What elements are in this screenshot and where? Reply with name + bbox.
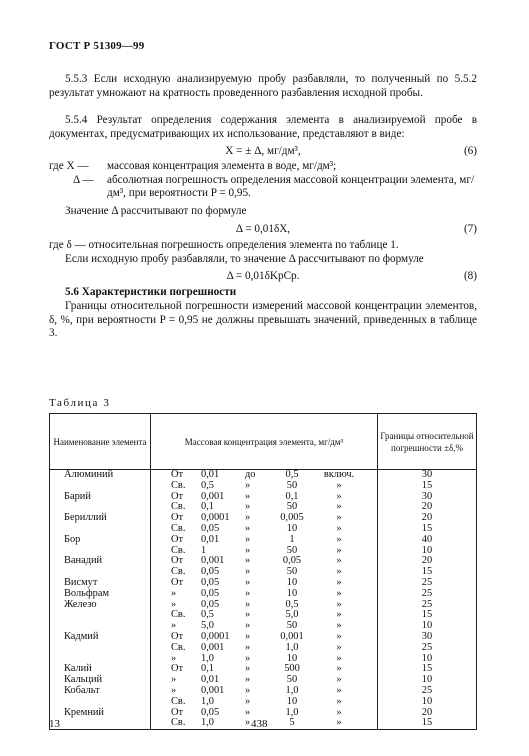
range-part-b: 0,05	[201, 522, 220, 534]
range-part-c: »	[245, 620, 251, 632]
equation-7	[49, 223, 477, 237]
range-part-c: »	[245, 555, 251, 567]
paragraph-5-5-3: 5.5.3 Если исходную анализируемую пробу разбавляли, то полученный по 5.5.2 результат умножают на кратность проведенного разбавления исходной пробы.	[49, 73, 477, 99]
range-part-e: »	[336, 641, 342, 653]
range-part-e: »	[336, 609, 342, 621]
range-part-d: 50	[286, 479, 298, 491]
range-part-d: 0,5	[285, 598, 299, 610]
error-bound-cell: 30	[378, 470, 477, 481]
table-row	[50, 556, 477, 567]
definition-term: Δ —	[73, 173, 94, 186]
range-part-e: »	[336, 479, 342, 491]
range-part-c: »	[245, 717, 251, 729]
range-part-a: Св.	[171, 566, 186, 578]
error-bound-cell: 25	[378, 589, 477, 600]
range-part-a: Св.	[171, 609, 186, 621]
element-name-cell: Железо	[50, 600, 151, 611]
error-bound-cell: 15	[378, 610, 477, 621]
range-part-e: »	[336, 566, 342, 578]
element-name-cell	[50, 718, 151, 729]
range-part-a: От	[171, 630, 184, 642]
range-part-c: »	[245, 674, 251, 686]
range-part-e: »	[336, 512, 342, 524]
range-part-d: 10	[286, 652, 298, 664]
column-header-concentration: Массовая концентрация элемента, мг/дм³	[151, 414, 378, 470]
column-header-element: Наименование элемента	[50, 414, 151, 470]
concentration-range-cell	[151, 524, 378, 535]
range-part-e: »	[336, 598, 342, 610]
concentration-range-cell	[151, 643, 378, 654]
range-part-b: 0,001	[201, 555, 225, 567]
range-part-b: 0,05	[201, 587, 220, 599]
range-part-d: 1	[289, 533, 295, 545]
element-name-cell	[50, 481, 151, 492]
paragraph-5-5-4: 5.5.4 Результат определения содержания элемента в анализируемой пробе в документах, предусматривающих их использование, представляют в виде:	[49, 114, 477, 140]
error-bound-cell: 25	[378, 686, 477, 697]
element-name-cell: Калий	[50, 664, 151, 675]
range-part-a: От	[171, 576, 184, 588]
table-row	[50, 578, 477, 589]
table-row	[50, 686, 477, 697]
range-part-c: »	[245, 533, 251, 545]
range-part-b: 0,0001	[201, 630, 230, 642]
table-3	[49, 413, 477, 730]
range-part-a: Св.	[171, 641, 186, 653]
paragraph-delta-formula: Значение Δ рассчитывают по формуле	[65, 205, 247, 217]
range-part-d: 10	[286, 522, 298, 534]
page-number-left: 13	[49, 718, 60, 730]
element-name-cell: Кремний	[50, 708, 151, 719]
range-part-c: »	[245, 598, 251, 610]
equation-8-number: (8)	[463, 270, 477, 282]
range-part-a: Св.	[171, 544, 186, 556]
error-bound-cell: 20	[378, 513, 477, 524]
range-part-d: 0,001	[280, 630, 304, 642]
range-part-a: »	[171, 652, 177, 664]
table-row	[50, 502, 477, 513]
range-part-c: »	[245, 512, 251, 524]
definition-text: абсолютная погрешность определения массовой концентрации элемента, мг/дм³, при вероятности P = 0,95.	[107, 173, 475, 199]
table-row	[50, 589, 477, 600]
range-part-e: »	[336, 620, 342, 632]
range-part-b: 0,05	[201, 598, 220, 610]
range-part-d: 10	[286, 695, 298, 707]
equation-6	[49, 145, 477, 159]
error-bound-cell: 10	[378, 675, 477, 686]
error-bound-cell: 25	[378, 578, 477, 589]
range-part-b: 0,01	[201, 469, 220, 480]
table-row	[50, 481, 477, 492]
range-part-a: Св.	[171, 501, 186, 513]
range-part-c: »	[245, 566, 251, 578]
range-part-b: 1,0	[201, 717, 214, 729]
range-part-a: Св.	[171, 479, 186, 491]
table-row	[50, 610, 477, 621]
concentration-range-cell	[151, 654, 378, 665]
table-row	[50, 524, 477, 535]
element-name-cell: Бор	[50, 535, 151, 546]
error-bound-cell: 30	[378, 492, 477, 503]
range-part-d: 50	[286, 566, 298, 578]
element-name-cell: Бериллий	[50, 513, 151, 524]
error-bound-cell: 15	[378, 718, 477, 729]
range-part-b: 0,5	[201, 479, 214, 491]
range-part-c: »	[245, 490, 251, 502]
range-part-d: 0,5	[285, 469, 299, 480]
range-part-a: От	[171, 469, 184, 480]
element-name-cell: Ванадий	[50, 556, 151, 567]
range-part-e: »	[336, 695, 342, 707]
range-part-a: От	[171, 706, 184, 718]
range-part-c: до	[245, 469, 256, 480]
range-part-d: 1,0	[285, 684, 299, 696]
range-part-c: »	[245, 522, 251, 534]
table-row	[50, 600, 477, 611]
column-header-error: Границы относительной погрешности ±δ,%	[378, 414, 477, 470]
error-bound-cell: 25	[378, 643, 477, 654]
element-name-cell: Барий	[50, 492, 151, 503]
range-part-c: »	[245, 641, 251, 653]
range-part-c: »	[245, 587, 251, 599]
range-part-c: »	[245, 630, 251, 642]
concentration-range-cell	[151, 578, 378, 589]
element-name-cell: Алюминий	[50, 470, 151, 481]
range-part-c: »	[245, 706, 251, 718]
range-part-b: 0,01	[201, 674, 220, 686]
table-row	[50, 708, 477, 719]
range-part-d: 0,05	[282, 555, 302, 567]
range-part-c: »	[245, 501, 251, 513]
range-part-e: »	[336, 544, 342, 556]
range-part-e: »	[336, 663, 342, 675]
range-part-b: 0,1	[201, 663, 214, 675]
range-part-e: »	[336, 533, 342, 545]
range-part-c: »	[245, 576, 251, 588]
paragraph-5-6: Границы относительной погрешности измерений массовой концентрации элементов, δ, %, при вероятности P = 0,95 не должны превышать значений, приведенных в таблице 3.	[49, 300, 477, 339]
section-heading-5-6: 5.6 Характеристики погрешности	[65, 286, 237, 298]
concentration-range-cell	[151, 697, 378, 708]
range-part-e: »	[336, 522, 342, 534]
element-name-cell: Висмут	[50, 578, 151, 589]
definition-text: массовая концентрация элемента в воде, мг/дм³;	[107, 160, 337, 172]
range-part-d: 1,0	[285, 706, 299, 718]
range-part-a: Св.	[171, 717, 186, 729]
range-part-e: »	[336, 717, 342, 729]
equation-8	[49, 270, 477, 284]
equation-6-number: (6)	[463, 145, 477, 157]
definition-term: где X —	[49, 160, 89, 172]
range-part-e: »	[336, 490, 342, 502]
equation-7-number: (7)	[463, 223, 477, 235]
range-part-d: 10	[286, 576, 298, 588]
range-part-c: »	[245, 695, 251, 707]
concentration-range-cell	[151, 502, 378, 513]
definitions-list	[49, 160, 477, 201]
element-name-cell: Кадмий	[50, 632, 151, 643]
table-row	[50, 632, 477, 643]
range-part-b: 0,05	[201, 706, 220, 718]
range-part-e: »	[336, 555, 342, 567]
document-header: ГОСТ Р 51309—99	[49, 40, 145, 52]
range-part-d: 10	[286, 587, 298, 599]
range-part-b: 0,05	[201, 576, 220, 588]
range-part-c: »	[245, 684, 251, 696]
concentration-range-cell	[151, 546, 378, 557]
range-part-a: От	[171, 533, 184, 545]
concentration-range-cell	[151, 535, 378, 546]
range-part-a: От	[171, 490, 184, 502]
definition-delta	[49, 174, 477, 201]
range-part-b: 0,01	[201, 533, 220, 545]
range-part-c: »	[245, 652, 251, 664]
range-part-d: 50	[286, 544, 298, 556]
table-row	[50, 492, 477, 503]
error-bound-cell: 15	[378, 664, 477, 675]
range-part-a: Св.	[171, 695, 186, 707]
error-bound-cell: 30	[378, 632, 477, 643]
table-row	[50, 470, 477, 481]
range-part-a: От	[171, 663, 184, 675]
paragraph-where-delta: где δ — относительная погрешность определения элемента по таблице 1.	[49, 239, 399, 251]
range-part-a: »	[171, 620, 177, 632]
error-bound-cell: 10	[378, 697, 477, 708]
range-part-e: включ.	[323, 469, 355, 480]
range-part-b: 0,001	[201, 641, 225, 653]
range-part-d: 50	[286, 501, 298, 513]
range-part-a: Св.	[171, 522, 186, 534]
range-part-d: 0,005	[280, 512, 304, 524]
concentration-range-cell	[151, 610, 378, 621]
table-row	[50, 513, 477, 524]
range-part-e: »	[336, 576, 342, 588]
range-part-e: »	[336, 501, 342, 513]
range-part-b: 0,001	[201, 684, 225, 696]
concentration-range-cell	[151, 664, 378, 675]
table-row	[50, 654, 477, 665]
range-part-b: 0,5	[201, 609, 214, 621]
range-part-b: 5,0	[201, 620, 214, 632]
range-part-d: 0,1	[285, 490, 299, 502]
table-row	[50, 664, 477, 675]
range-part-b: 0,1	[201, 501, 214, 513]
range-part-e: »	[336, 652, 342, 664]
concentration-range-cell	[151, 567, 378, 578]
equation-8-formula: Δ = 0,01δKpCp.	[226, 270, 300, 282]
error-bound-cell: 10	[378, 621, 477, 632]
element-name-cell: Кальций	[50, 675, 151, 686]
table-row	[50, 621, 477, 632]
table-row	[50, 675, 477, 686]
range-part-d: 50	[286, 620, 298, 632]
range-part-c: »	[245, 663, 251, 675]
element-name-cell: Вольфрам	[50, 589, 151, 600]
table-row	[50, 697, 477, 708]
error-bound-cell: 15	[378, 481, 477, 492]
page-number-center: 438	[251, 718, 268, 730]
range-part-e: »	[336, 674, 342, 686]
range-part-c: »	[245, 609, 251, 621]
error-bound-cell: 20	[378, 708, 477, 719]
table-row	[50, 643, 477, 654]
range-part-d: 50	[286, 674, 298, 686]
element-name-cell	[50, 610, 151, 621]
range-part-e: »	[336, 630, 342, 642]
element-name-cell	[50, 697, 151, 708]
element-name-cell: Кобальт	[50, 686, 151, 697]
error-bound-cell: 40	[378, 535, 477, 546]
range-part-a: »	[171, 587, 177, 599]
range-part-b: 1,0	[201, 652, 214, 664]
paragraph-dilution: Если исходную пробу разбавляли, то значение Δ рассчитывают по формуле	[65, 253, 424, 265]
range-part-c: »	[245, 544, 251, 556]
error-bound-cell: 20	[378, 502, 477, 513]
range-part-b: 0,05	[201, 566, 220, 578]
range-part-d: 1,0	[285, 641, 299, 653]
concentration-range-cell	[151, 589, 378, 600]
table-caption: Таблица 3	[49, 397, 111, 409]
range-part-b: 0,001	[201, 490, 225, 502]
equation-7-formula: Δ = 0,01δX,	[235, 223, 291, 235]
table-row	[50, 546, 477, 557]
definition-x	[49, 160, 477, 174]
error-bound-cell: 10	[378, 654, 477, 665]
concentration-range-cell	[151, 481, 378, 492]
table-body	[50, 470, 477, 730]
element-name-cell	[50, 643, 151, 654]
error-bound-cell: 15	[378, 524, 477, 535]
range-part-a: »	[171, 598, 177, 610]
concentration-range-cell	[151, 621, 378, 632]
range-part-b: 0,0001	[201, 512, 230, 524]
error-bound-cell: 20	[378, 556, 477, 567]
concentration-range-cell	[151, 675, 378, 686]
range-part-a: От	[171, 555, 184, 567]
error-bound-cell: 10	[378, 546, 477, 557]
range-part-a: »	[171, 684, 177, 696]
error-bound-cell: 25	[378, 600, 477, 611]
range-part-e: »	[336, 587, 342, 599]
range-part-e: »	[336, 706, 342, 718]
range-part-b: 1,0	[201, 695, 214, 707]
equation-6-formula: X = ± Δ, мг/дм³,	[225, 145, 301, 157]
error-bound-cell: 15	[378, 567, 477, 578]
range-part-d: 5	[289, 717, 295, 729]
range-part-b: 1	[201, 544, 207, 556]
table-row	[50, 535, 477, 546]
range-part-c: »	[245, 479, 251, 491]
table-row	[50, 567, 477, 578]
range-part-a: От	[171, 512, 184, 524]
range-part-a: »	[171, 674, 177, 686]
range-part-e: »	[336, 684, 342, 696]
range-part-d: 5,0	[285, 609, 299, 621]
range-part-d: 500	[284, 663, 300, 675]
